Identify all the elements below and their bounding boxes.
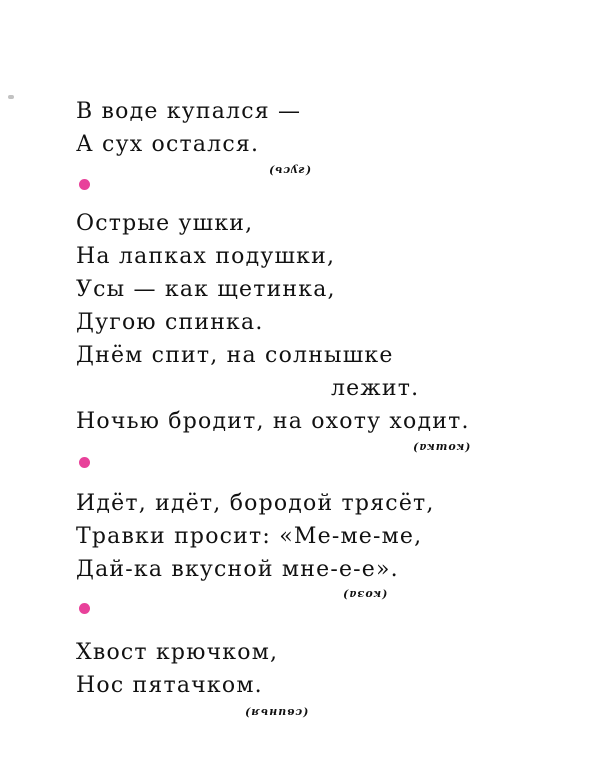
separator-dot — [79, 179, 90, 190]
separator-dot — [79, 457, 90, 468]
riddle-3-line-2: Травки просит: «Ме-ме-ме, — [76, 524, 423, 549]
riddle-2-line-3: Усы — как щетинка, — [76, 277, 336, 302]
riddle-2-answer: (кошка) — [412, 441, 471, 454]
riddle-2-line-2: На лапках подушки, — [76, 244, 336, 269]
riddle-3-answer: (коза) — [342, 588, 388, 601]
riddle-2-line-4: Дугою спинка. — [76, 310, 264, 335]
riddle-4-line-1: Хвост крючком, — [76, 640, 279, 665]
riddle-2-line-7: Ночью бродит, на охоту ходит. — [76, 409, 470, 434]
riddle-2-line-6: лежит. — [331, 376, 420, 401]
riddle-3-line-3: Дай-ка вкусной мне-е-е». — [76, 557, 399, 582]
riddle-2-line-5: Днём спит, на солнышке — [76, 343, 394, 368]
riddle-1-line-1: В воде купался — — [76, 99, 302, 124]
riddle-4-line-2: Нос пятачком. — [76, 673, 263, 698]
riddle-3-line-1: Идёт, идёт, бородой трясёт, — [76, 491, 435, 516]
riddle-4-answer: (свинья) — [244, 706, 309, 719]
riddle-2-line-1: Острые ушки, — [76, 211, 254, 236]
separator-dot — [79, 603, 90, 614]
riddle-1-line-2: А сух остался. — [76, 132, 260, 157]
riddle-1-answer: (гусь) — [268, 164, 312, 177]
scan-mark — [8, 95, 14, 99]
